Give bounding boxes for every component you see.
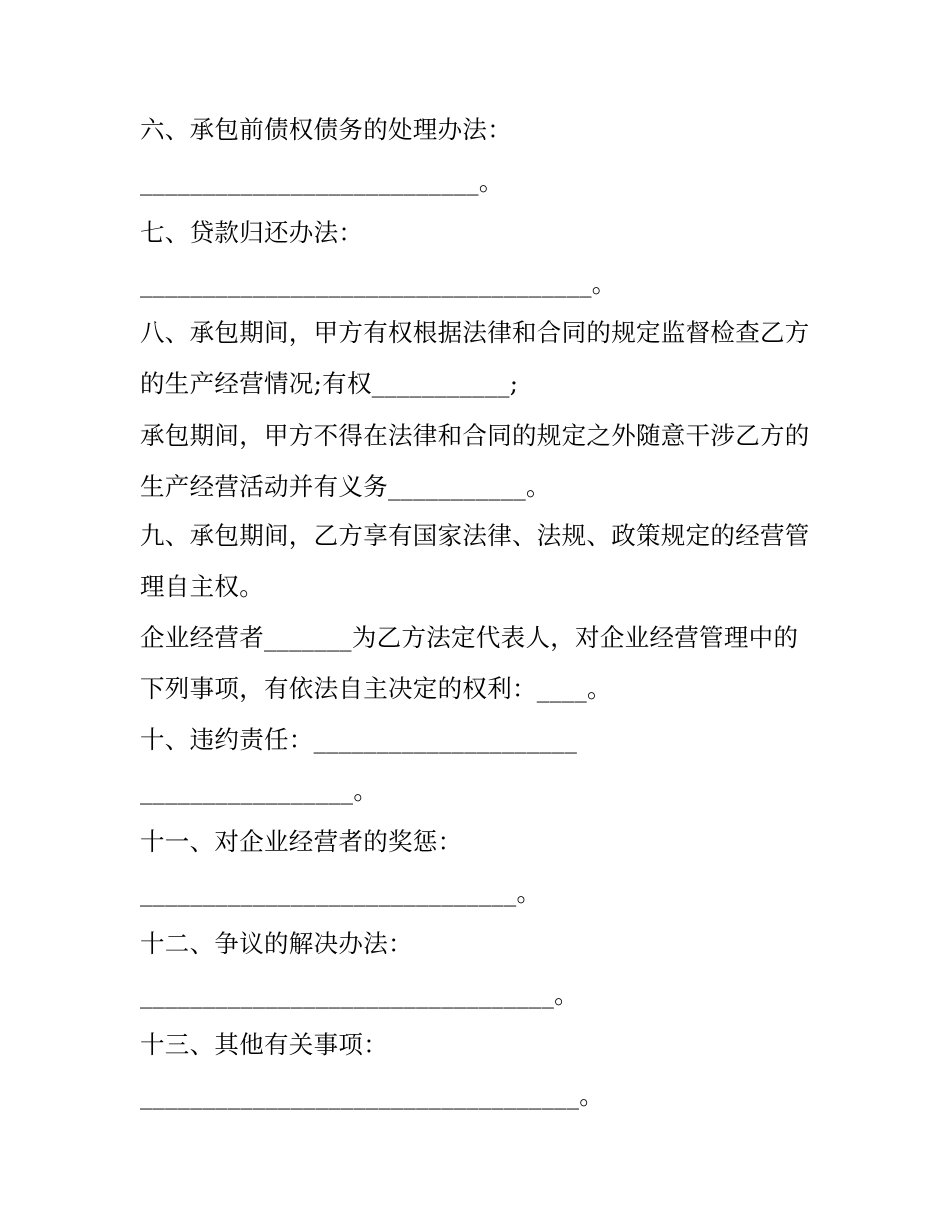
clause-8-line-3: 承包期间，甲方不得在法律和合同的规定之外随意干涉乙方的: [140, 421, 810, 450]
clause-13-heading: 十三、其他有关事项：: [140, 1030, 388, 1059]
clause-7-blank: ____________________________________。: [140, 269, 617, 298]
clause-9-line-1: 九、承包期间，乙方享有国家法律、法规、政策规定的经营管: [140, 521, 810, 550]
clause-12-heading: 十二、争议的解决办法：: [140, 929, 413, 958]
clause-8-line-1: 八、承包期间，甲方有权根据法律和合同的规定监督检查乙方: [140, 318, 810, 347]
clause-9-line-4: 下列事项，有依法自主决定的权利：____。: [140, 674, 612, 703]
clause-11-heading: 十一、对企业经营者的奖惩：: [140, 827, 463, 856]
clause-9-line-2: 理自主权。: [140, 572, 264, 601]
clause-7-heading: 七、贷款归还办法：: [140, 218, 364, 247]
clause-11-blank: ______________________________。: [140, 878, 542, 907]
clause-8-line-4: 生产经营活动并有义务___________。: [140, 472, 551, 501]
clause-6-blank: ___________________________。: [140, 167, 504, 196]
clause-9-line-3: 企业经营者_______为乙方法定代表人，对企业经营管理中的: [140, 623, 799, 652]
clause-12-blank: _________________________________。: [140, 980, 579, 1009]
clause-8-line-2: 的生产经营情况;有权___________;: [140, 369, 519, 398]
clause-10-heading: 十、违约责任：_____________________: [140, 725, 578, 754]
clause-6-heading: 六、承包前债权债务的处理办法：: [140, 115, 512, 144]
clause-13-blank: ___________________________________。: [140, 1081, 605, 1110]
clause-10-blank: _________________。: [140, 776, 379, 805]
